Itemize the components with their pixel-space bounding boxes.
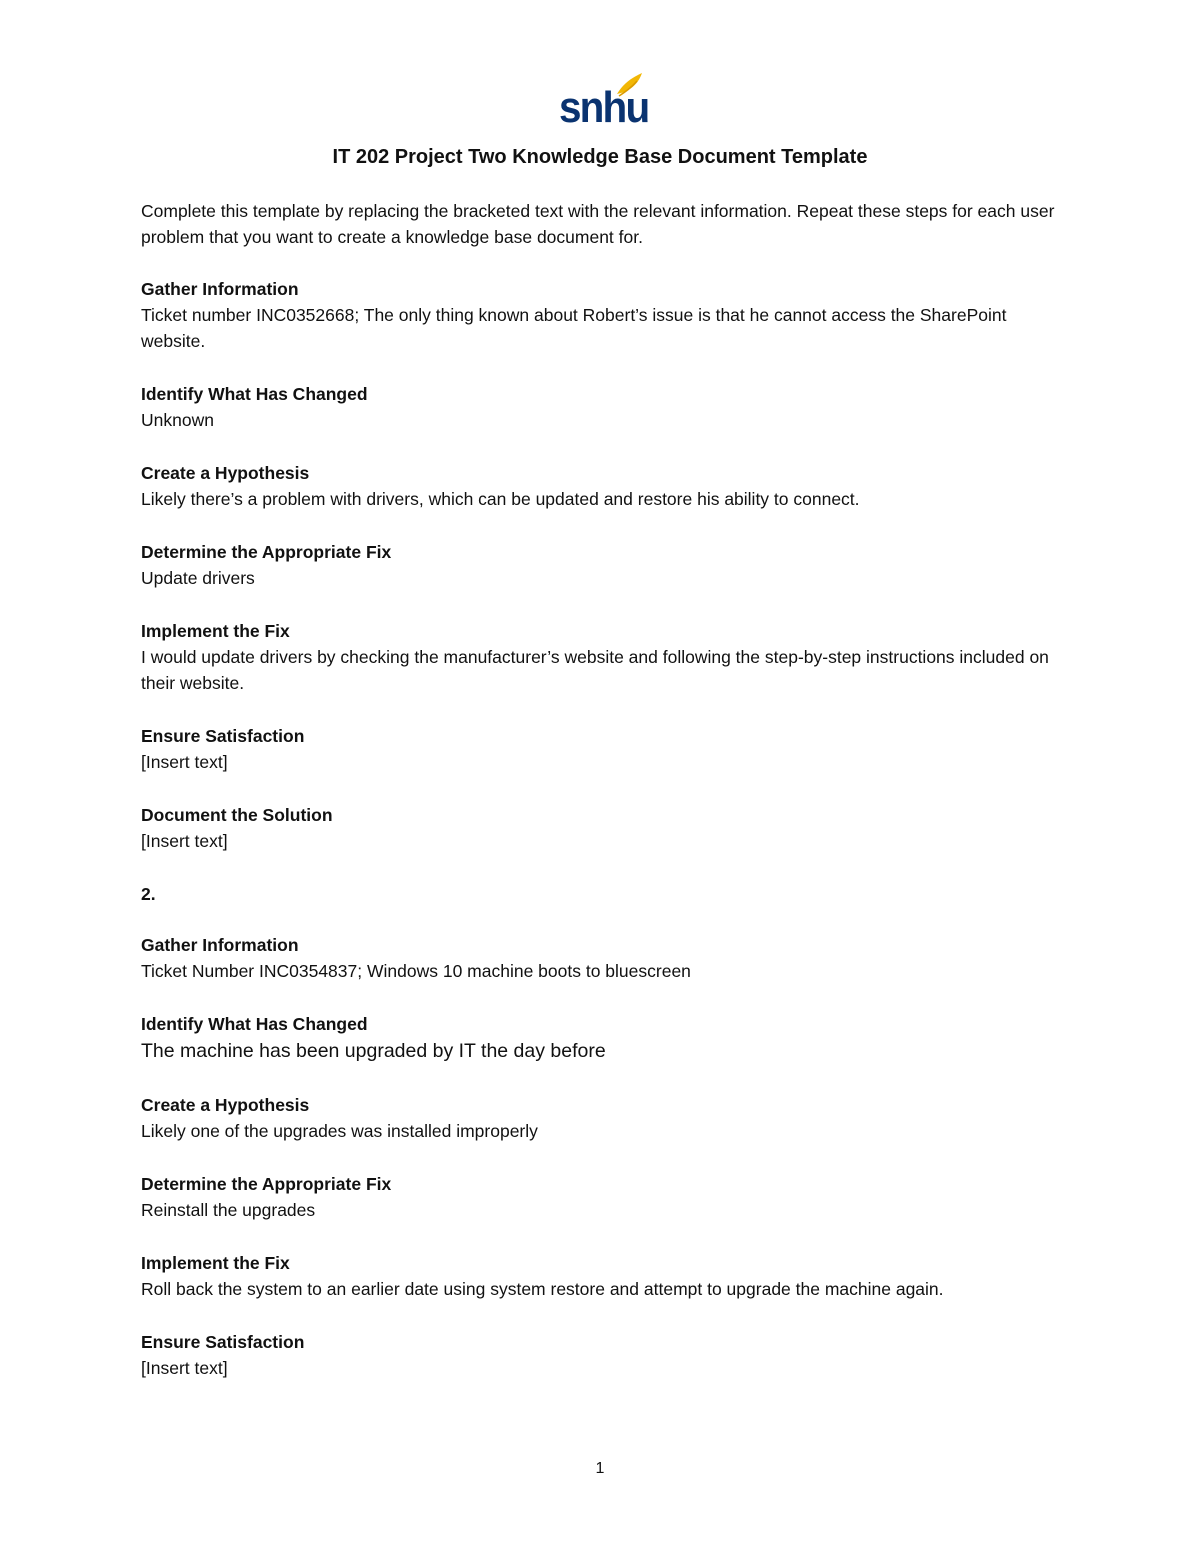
p1-satisfaction-section (141, 723, 1061, 775)
p1-identify-section (141, 381, 1061, 433)
section-heading: Ensure Satisfaction (141, 726, 305, 746)
p2-implement-section (141, 1250, 1061, 1302)
section-heading: Implement the Fix (141, 621, 290, 641)
section-heading: Ensure Satisfaction (141, 1332, 305, 1352)
p2-gather-section (141, 932, 1061, 984)
section-text: [Insert text] (141, 831, 228, 851)
document-title: IT 202 Project Two Knowledge Base Document Template (332, 146, 868, 168)
p1-hypothesis-section (141, 460, 1061, 512)
section-text: [Insert text] (141, 752, 228, 772)
section-heading: Determine the Appropriate Fix (141, 542, 392, 562)
logo-wordmark: snhu (559, 83, 649, 132)
p2-satisfaction-section (141, 1329, 1061, 1381)
p2-hypothesis-section (141, 1092, 1061, 1144)
section-text: I would update drivers by checking the manufacturer’s website and following the step-by-step instructions included on their website. (141, 647, 1049, 693)
problem-number: 2. (141, 884, 156, 904)
p1-implement-section (141, 618, 1061, 696)
section-heading: Identify What Has Changed (141, 384, 368, 404)
section-text: [Insert text] (141, 1358, 228, 1378)
section-text: Ticket number INC0352668; The only thing known about Robert’s issue is that he cannot access the SharePoint website. (141, 305, 1007, 351)
section-text: Reinstall the upgrades (141, 1200, 316, 1220)
section-heading: Gather Information (141, 935, 299, 955)
section-text: Update drivers (141, 568, 255, 588)
section-text: Likely there’s a problem with drivers, which can be updated and restore his ability to connect. (141, 489, 860, 509)
p1-gather-section (141, 276, 1061, 354)
section-heading: Create a Hypothesis (141, 463, 310, 483)
section-text: The machine has been upgraded by IT the day before (141, 1040, 606, 1062)
section-heading: Implement the Fix (141, 1253, 290, 1273)
snhu-logo (559, 72, 649, 134)
document-body (141, 198, 1061, 1408)
section-heading: Create a Hypothesis (141, 1095, 310, 1115)
p1-fix-section (141, 539, 1061, 591)
section-text: Likely one of the upgrades was installed improperly (141, 1121, 538, 1141)
section-heading: Document the Solution (141, 805, 333, 825)
intro-paragraph: Complete this template by replacing the bracketed text with the relevant information. Repeat these steps for each user problem that you want to create a knowledge base document for. (141, 201, 1055, 247)
section-heading: Determine the Appropriate Fix (141, 1174, 392, 1194)
section-text: Unknown (141, 410, 214, 430)
p2-fix-section (141, 1171, 1061, 1223)
page-number: 1 (595, 1460, 605, 1477)
section-heading: Identify What Has Changed (141, 1014, 368, 1034)
section-text: Roll back the system to an earlier date using system restore and attempt to upgrade the machine again. (141, 1279, 944, 1299)
section-heading: Gather Information (141, 279, 299, 299)
p2-identify-section (141, 1011, 1061, 1065)
section-text: Ticket Number INC0354837; Windows 10 machine boots to bluescreen (141, 961, 691, 981)
p1-document-section (141, 802, 1061, 854)
